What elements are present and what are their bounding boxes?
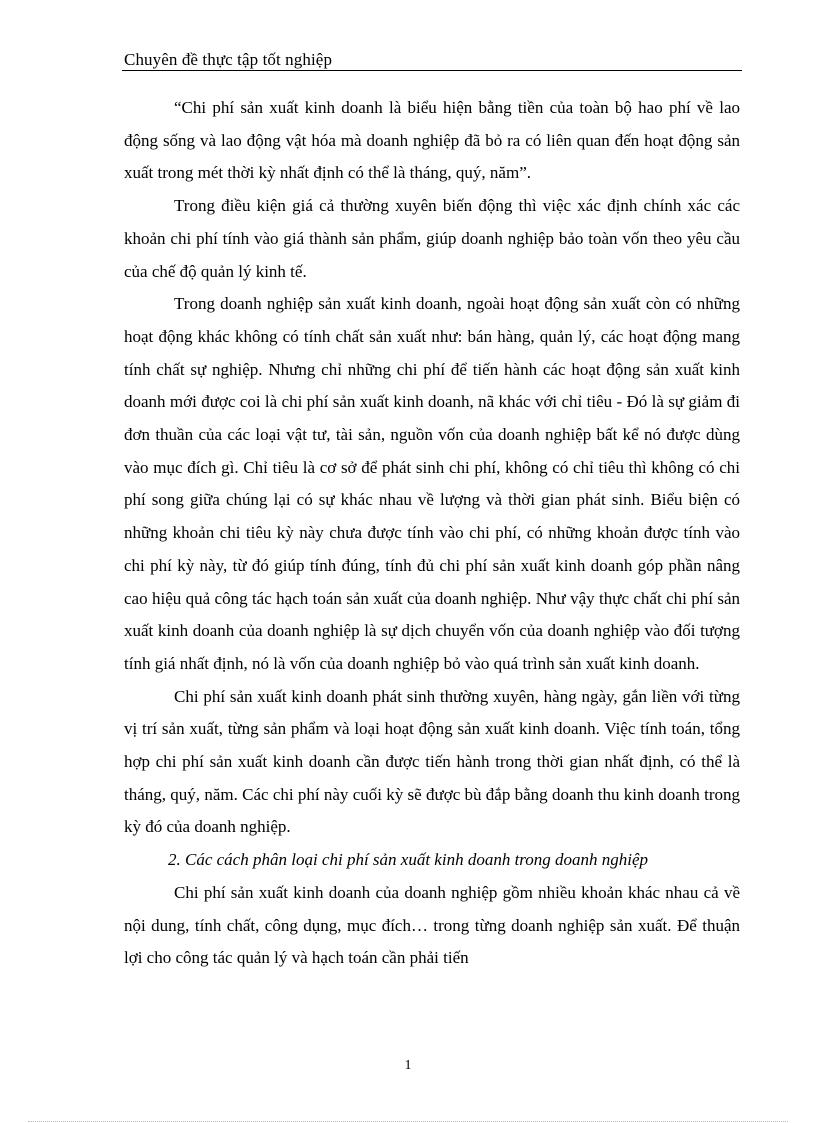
paragraph-price-fluctuation: Trong điều kiện giá cả thường xuyên biến động thì việc xác định chính xác các khoản chi phí tính vào giá thành sản phẩm, giúp doanh nghiệp bảo toàn vốn theo yêu cầu của chế độ quản lý kinh tế. (124, 196, 740, 281)
page-number: 1 (404, 1058, 412, 1073)
page-bottom-divider (28, 1121, 788, 1122)
paragraph-classification-intro: Chi phí sản xuất kinh doanh của doanh nghiệp gồm nhiều khoản khác nhau cả về nội dung, tính chất, công dụng, mục đích… trong từng doanh nghiệp sản xuất. Để thuận lợi cho công tác quản lý và hạch toán cần phải tiến (124, 882, 740, 968)
paragraph-cost-vs-expenditure: Trong doanh nghiệp sản xuất kinh doanh, ngoài hoạt động sản xuất còn có những hoạt động khác không có tính chất sản xuất như: bán hàng, quản lý, các hoạt động mang tính chất sự nghiệp. Nhưng chỉ những chi phí để tiến hành các hoạt động sản xuất kinh doanh mới được coi là chi phí sản xuất kinh doanh, nã khác với chỉ tiêu - Đó là sự giảm đi đơn thuần của các loại vật tư, tài sản, nguồn vốn của doanh nghiệp bất kể nó được dùng vào mục đích gì. Chỉ tiêu là cơ sở để phát sinh chi phí, không có chỉ tiêu thì không có chi phí song giữa chúng lại có sự khác nhau về lượng và thời gian phát sinh. Biểu biện có những khoản chi tiêu kỳ này chưa được tính vào chi phí, có những khoản được tính vào chi phí kỳ này, từ đó giúp tính đúng, tính đủ chi phí sản xuất kinh doanh góp phần nâng cao hiệu quả công tác hạch toán sản xuất của doanh nghiệp. Như vậy thực chất chi phí sản xuất kinh doanh của doanh nghiệp là sự dịch chuyển vốn của doanh nghiệp vào đối tượng tính giá nhất định, nó là vốn của doanh nghiệp bỏ vào quá trình sản xuất kinh doanh. (124, 294, 740, 673)
section-heading: 2. Các cách phân loại chi phí sản xuất kinh doanh trong doanh nghiệp (168, 850, 649, 870)
paragraph-definition: “Chi phí sản xuất kinh doanh là biểu hiện bằng tiền của toàn bộ hao phí về lao động sống và lao động vật hóa mà doanh nghiệp đã bỏ ra có liên quan đến hoạt động sản xuất trong mét thời kỳ nhất định có thể là tháng, quý, năm”. (124, 98, 740, 183)
running-header-title: Chuyên đề thực tập tốt nghiệp (124, 50, 333, 69)
paragraph-cost-recurrence: Chi phí sản xuất kinh doanh phát sinh thường xuyên, hàng ngày, gắn liền với từng vị trí sản xuất, từng sản phẩm và loại hoạt động sản xuất kinh doanh. Việc tính toán, tổng hợp chi phí sản xuất kinh doanh cần được tiến hành trong thời gian nhất định, có thể là tháng, quý, năm. Các chi phí này cuối kỳ sẽ được bù đắp bằng doanh thu kinh doanh trong kỳ đó của doanh nghiệp. (124, 686, 740, 837)
document-body (124, 92, 740, 975)
header-rule (122, 70, 742, 71)
